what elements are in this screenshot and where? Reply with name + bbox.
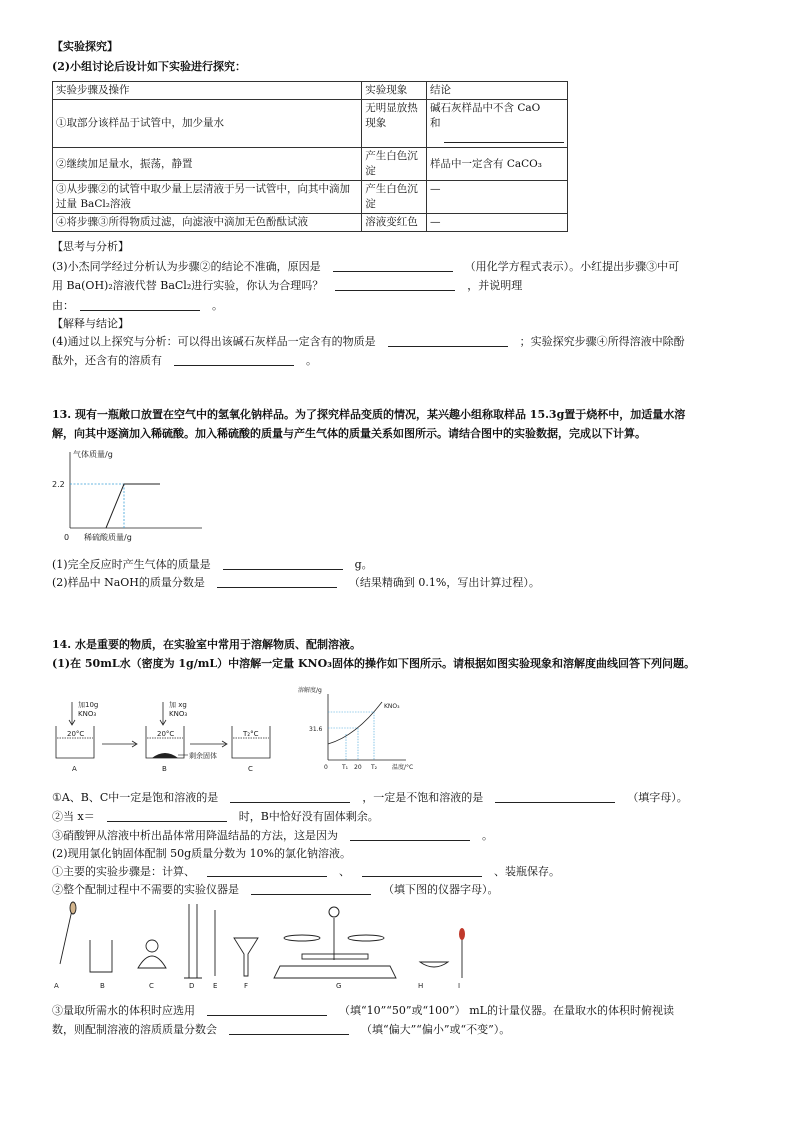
add-label-1: 加10g	[78, 701, 99, 709]
beaker-c-label: C	[248, 765, 253, 773]
q4-text-c: 酞外，还含有的溶质有	[52, 354, 162, 367]
q4-text: (4)通过以上探究与分析：可以得出该碱石灰样品一定含有的物质是	[52, 335, 376, 348]
table-row	[53, 214, 568, 232]
q14-b3-c: 数，则配制溶液的溶质质量分数会	[52, 1023, 217, 1036]
balance-pan-left	[284, 935, 320, 941]
q14-b2	[52, 881, 499, 897]
chart-ylabel: 气体质量/g	[73, 450, 113, 459]
answer-blank[interactable]	[107, 810, 227, 822]
q14-b1-end: 、装瓶保存。	[494, 865, 560, 878]
answer-blank[interactable]	[251, 883, 371, 895]
x-origin: 0	[324, 764, 328, 771]
q14-a1	[52, 789, 688, 805]
q14-a2	[52, 808, 379, 824]
beaker-c-temp: T₂°C	[243, 730, 259, 738]
beaker-icon	[90, 940, 112, 972]
add-label-2: 加 xg	[169, 701, 187, 709]
chart-ytick: 2.2	[52, 480, 65, 489]
table-cell	[426, 100, 567, 148]
x-20: 20	[354, 764, 362, 771]
q3-text-e: 由：	[52, 299, 74, 312]
solubility-xlabel: 温度/°C	[392, 764, 414, 771]
answer-blank[interactable]	[333, 260, 453, 272]
q13-part1-unit: g。	[354, 558, 373, 571]
q3-line3	[52, 297, 223, 313]
balance-base-icon	[274, 966, 396, 978]
table-cell: 产生白色沉淀	[362, 148, 427, 181]
q14-a1-b: ，一定是不饱和溶液的是	[362, 791, 484, 804]
curve-label: KNO₃	[384, 703, 400, 710]
conclusion-and: 和	[429, 117, 441, 129]
instrument-label: E	[213, 982, 218, 990]
q13-part2-end: （结果精确到 0.1%，写出计算过程）。	[348, 576, 540, 589]
table-cell: ②继续加足量水，振荡，静置	[53, 148, 362, 181]
q14-b3-d: （填“偏大”“偏小”或“不变”）。	[361, 1023, 511, 1036]
q14-a1-text: ①A、B、C中一定是饱和溶液的是	[52, 791, 219, 804]
evaporating-dish-icon	[420, 962, 448, 967]
x-t1: T₁	[342, 764, 349, 771]
q14-b3-line2	[52, 1021, 510, 1037]
instruments-figure	[48, 898, 478, 990]
q14-b1	[52, 863, 560, 879]
funnel-icon	[234, 938, 258, 976]
kno3-label-2: KNO₃	[169, 710, 188, 718]
q14-stem-line1: 14. 水是重要的物质，在实验室中常用于溶解物质、配制溶液。	[52, 638, 361, 651]
answer-blank[interactable]	[444, 131, 564, 143]
table-cell: 溶液变红色	[362, 214, 427, 232]
table-cell: 产生白色沉淀	[362, 181, 427, 214]
table-cell: —	[426, 181, 567, 214]
q14-a3-text: ③硝酸钾从溶液中析出晶体常用降温结晶的方法，这是因为	[52, 829, 338, 842]
q13-part2	[52, 574, 540, 590]
experiment-intro: (2)小组讨论后设计如下实验进行探究：	[52, 60, 247, 73]
q14-b3-b: （填“10”“50”或“100”） mL的计量仪器。在量取水的体积时俯视读	[339, 1004, 674, 1017]
balance-pointer-icon	[329, 907, 339, 917]
answer-blank[interactable]	[80, 299, 200, 311]
beaker-figure	[48, 698, 288, 780]
instrument-label: D	[189, 982, 195, 990]
q13-stem-line2: 解，向其中逐滴加入稀硫酸。加入稀硫酸的质量与产生气体的质量关系如图所示。请结合图中的实验数据，完成以下计算。	[52, 427, 646, 440]
answer-blank[interactable]	[495, 791, 615, 803]
q14-stem-line2: (1)在 50mL水（密度为 1g/mL）中溶解一定量 KNO₃固体的操作如下图所示。请根据如图实验现象和溶解度曲线回答下列问题。	[52, 657, 695, 670]
beaker-b-label: B	[162, 765, 167, 773]
dropper-bulb-icon	[459, 928, 465, 940]
instrument-label: I	[458, 982, 461, 990]
instrument-label: C	[149, 982, 154, 990]
q3-text: (3)小杰同学经过分析认为步骤②的结论不准确，原因是	[52, 260, 321, 273]
solubility-curve-chart	[296, 684, 416, 774]
q13-part1	[52, 556, 373, 572]
q14-b2-text: ②整个配制过程中不需要的实验仪器是	[52, 883, 239, 896]
table-header-row	[53, 82, 568, 100]
beaker-a-label: A	[72, 765, 77, 773]
q3-text-d: ，并说明理	[467, 279, 523, 292]
q14-b3-line1	[52, 1002, 674, 1018]
gas-mass-chart	[52, 446, 212, 546]
balance-pan-right	[348, 935, 384, 941]
table-row	[53, 100, 568, 148]
instrument-label: H	[418, 982, 424, 990]
answer-blank[interactable]	[207, 865, 327, 877]
answer-blank[interactable]	[207, 1004, 327, 1016]
q14-a2-text: ②当 x＝	[52, 810, 95, 823]
table-cell: ④将步骤③所得物质过滤，向滤液中滴加无色酚酞试液	[53, 214, 362, 232]
answer-blank[interactable]	[350, 829, 470, 841]
q13-stem-line1: 13. 现有一瓶敞口放置在空气中的氢氧化钠样品。为了探究样品变质的情况，某兴趣小组称取样品 15.3g置于烧杯中，加适量水溶	[52, 408, 686, 421]
q14-a3	[52, 827, 493, 843]
q14-b0: (2)现用氯化钠固体配制 50g质量分数为 10%的氯化钠溶液。	[52, 847, 352, 860]
table-cell: 样品中一定含有 CaCO₃	[426, 148, 567, 181]
answer-blank[interactable]	[230, 791, 350, 803]
instrument-label: F	[244, 982, 249, 990]
graduated-cylinder-icon	[189, 904, 197, 978]
instrument-label: A	[54, 982, 59, 990]
chart-xlabel: 稀硫酸质量/g	[84, 533, 132, 542]
table-header-cell: 实验现象	[362, 82, 427, 100]
gas-series-line	[106, 484, 160, 528]
table-cell: —	[426, 214, 567, 232]
residue-solid-icon	[152, 753, 178, 758]
beaker-b-temp: 20°C	[157, 730, 175, 738]
medicine-spoon-icon	[70, 902, 76, 914]
answer-blank[interactable]	[388, 335, 508, 347]
q3-text-c: 用 Ba(OH)₂溶液代替 BaCl₂进行实验，你认为合理吗？	[52, 279, 324, 292]
answer-blank[interactable]	[217, 576, 337, 588]
conclusion-text: 碱石灰样品中不含 CaO	[429, 102, 541, 114]
q14-b2-end: （填下图的仪器字母）。	[383, 883, 499, 896]
section-header-experiment: 【实验探究】	[52, 40, 118, 53]
instrument-label: G	[336, 982, 342, 990]
q14-b1-sep: 、	[339, 865, 350, 878]
q13-part2-text: (2)样品中 NaOH的质量分数是	[52, 576, 205, 589]
q3-line2	[52, 277, 522, 293]
solubility-ytick: 31.6	[309, 726, 323, 733]
answer-blank[interactable]	[223, 558, 343, 570]
answer-blank[interactable]	[362, 865, 482, 877]
q3-end: 。	[212, 299, 223, 312]
residue-label: 剩余固体	[189, 752, 217, 760]
q13-part1-text: (1)完全反应时产生气体的质量是	[52, 558, 211, 571]
table-cell: 无明显放热现象	[362, 100, 427, 148]
spoon-handle	[60, 910, 72, 964]
q4-end: 。	[306, 354, 317, 367]
chart-origin: 0	[64, 533, 70, 542]
table-header-cell: 结论	[426, 82, 567, 100]
table-cell: ①取部分该样品于试管中，加少量水	[53, 100, 362, 148]
q3-line1	[52, 258, 679, 274]
kno3-label-1: KNO₃	[78, 710, 97, 718]
solubility-ylabel: 溶解度/g	[298, 687, 322, 694]
q4-line1	[52, 333, 685, 349]
q3-text-b: （用化学方程式表示）。小红提出步骤③中可	[464, 260, 680, 273]
table-cell: ③从步骤②的试管中取少量上层清液于另一试管中，向其中滴加过量 BaCl₂溶液	[53, 181, 362, 214]
q14-b3-text: ③量取所需水的体积时应选用	[52, 1004, 195, 1017]
q14-b1-text: ①主要的实验步骤是：计算、	[52, 865, 195, 878]
section-header-think: 【思考与分析】	[52, 240, 129, 253]
beaker-a-temp: 20°C	[67, 730, 85, 738]
q14-a1-c: （填字母）。	[627, 791, 688, 804]
alcohol-lamp-icon	[138, 956, 166, 968]
alcohol-lamp-cap	[146, 940, 158, 952]
answer-blank[interactable]	[229, 1023, 349, 1035]
q4-line2	[52, 352, 317, 368]
answer-blank[interactable]	[335, 279, 455, 291]
answer-blank[interactable]	[174, 354, 294, 366]
section-header-explain: 【解释与结论】	[52, 317, 129, 330]
q14-a2-b: 时，B中恰好没有固体剩余。	[238, 810, 379, 823]
q14-a3-end: 。	[482, 829, 493, 842]
instrument-label: B	[100, 982, 105, 990]
q4-text-b: ；实验探究步骤④所得溶液中除酚	[519, 335, 685, 348]
balance-scale-bar	[302, 954, 368, 959]
experiment-table	[52, 81, 568, 232]
table-row	[53, 148, 568, 181]
table-header-cell: 实验步骤及操作	[53, 82, 362, 100]
x-t2: T₂	[371, 764, 378, 771]
table-row	[53, 181, 568, 214]
